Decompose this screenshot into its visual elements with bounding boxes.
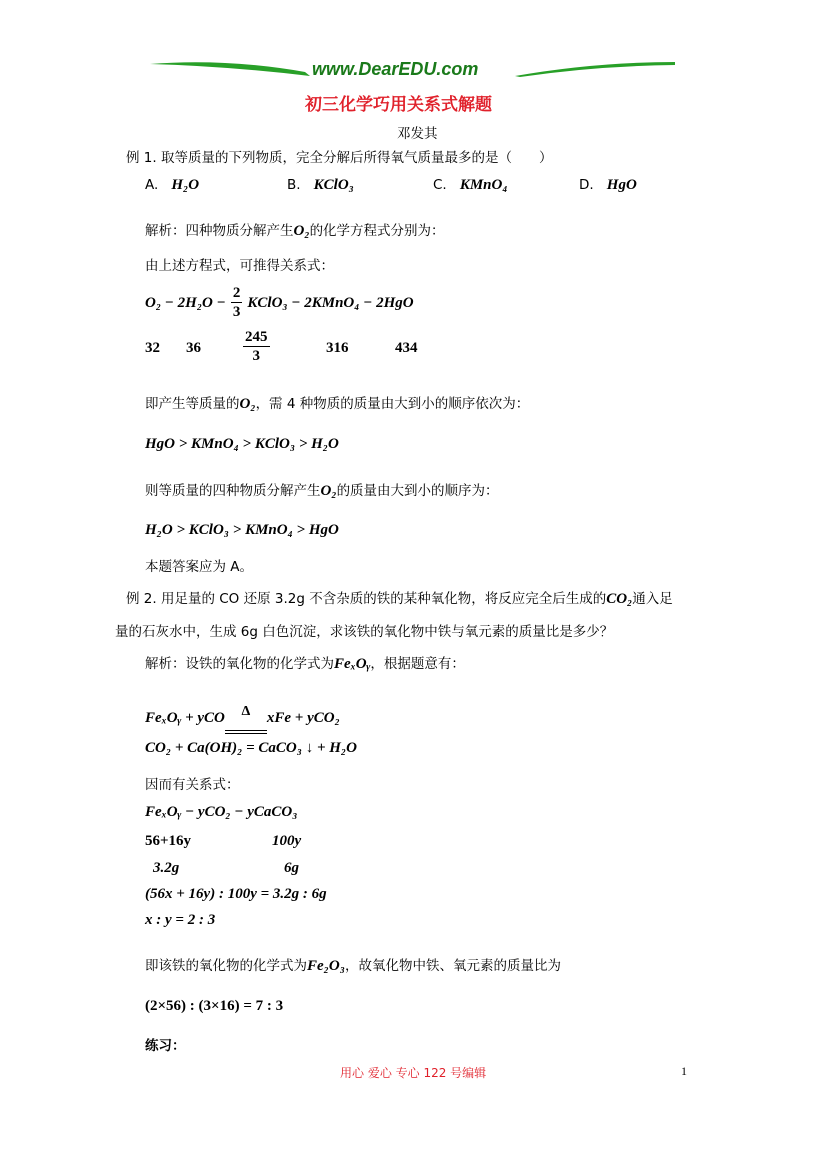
conclusion-text: 即该铁的氧化物的化学式为 xyxy=(145,958,307,974)
ex2-analysis-text: 解析：设铁的氧化物的化学式为 xyxy=(145,656,334,672)
swoosh-left xyxy=(150,62,310,76)
eq1-right: xFe + yCO₂ xyxy=(266,710,340,726)
ex2-ratio: x : y = 2 : 3 xyxy=(145,912,216,928)
ex2-analysis xyxy=(145,652,465,673)
mass-32: 32 xyxy=(145,340,160,356)
page-title: 初三化学巧用关系式解题 xyxy=(305,95,492,115)
analysis-text-end: 的化学方程式分别为： xyxy=(309,223,445,239)
conclusion-text-end: ，故氧化物中铁、氧元素的质量比为 xyxy=(344,958,561,974)
option-d-letter: D. xyxy=(579,177,594,193)
practice-heading: 练习： xyxy=(145,1038,186,1054)
analysis-text: 解析：四种物质分解产生 xyxy=(145,223,294,239)
option-b-formula: KClO₃ xyxy=(313,177,354,193)
ex2-final: (2×56) : (3×16) = 7 : 3 xyxy=(145,998,284,1014)
mass-fraction xyxy=(243,328,270,365)
option-c-letter: C. xyxy=(433,177,447,193)
author: 邓发其 xyxy=(397,126,438,142)
ex2-conclusion xyxy=(145,954,561,975)
mass-fraction-den: 3 xyxy=(252,348,260,364)
option-c-formula: KMnO₄ xyxy=(459,177,508,193)
q-line1-text: 例 2. 用足量的 CO 还原 3.2g 不含杂质的铁的某种氧化物，将反应完全后生成的 xyxy=(126,591,607,607)
analysis-formula: O₂ xyxy=(293,223,310,239)
conclusion-formula: Fe₂O₃ xyxy=(307,958,345,974)
ex2-question-line2: 量的石灰水中，生成 6g 白色沉淀，求该铁的氧化物中铁与氧元素的质量比是多少？ xyxy=(115,624,614,640)
ex1-option-b xyxy=(287,174,354,194)
ex2-thus: 因而有关系式： xyxy=(145,777,240,793)
site-logo-text: www.DearEDU.com xyxy=(312,59,479,79)
ex2-r1b: 100y xyxy=(272,833,302,849)
mass-fraction-num: 245 xyxy=(245,329,268,345)
mass-36: 36 xyxy=(186,340,201,356)
page-number: 1 xyxy=(681,1064,687,1078)
option-a-letter: A. xyxy=(145,177,159,193)
option-b-letter: B. xyxy=(287,177,301,193)
same-mass-text-end: 的质量由大到小的顺序为： xyxy=(336,483,499,499)
same-o2-text-end: ，需 4 种物质的质量由大到小的顺序依次为： xyxy=(255,396,530,412)
ex1-option-d xyxy=(579,174,637,194)
ex1-option-c xyxy=(433,174,508,194)
ex1-order2: H₂O > KClO₃ > KMnO₄ > HgO xyxy=(145,522,339,538)
ex1-order1: HgO > KMnO₄ > KClO₃ > H₂O xyxy=(145,436,339,452)
ex1-same-mass xyxy=(145,479,499,500)
relation-part-b: KClO₃ − 2KMnO₄ − 2HgO xyxy=(247,295,414,311)
q-line1-formula: CO₂ xyxy=(606,591,633,607)
ex2-proportion: (56x + 16y) : 100y = 3.2g : 6g xyxy=(145,886,327,902)
option-d-formula: HgO xyxy=(606,177,637,193)
same-o2-formula: O₂ xyxy=(239,396,256,412)
ex2-equation2: CO₂ + Ca(OH)₂ = CaCO₃ ↓ + H₂O xyxy=(145,740,357,756)
relation-part-a: O₂ − 2H₂O − xyxy=(145,295,226,311)
eq1-left: FeₓOᵧ + yCO xyxy=(145,710,225,726)
ex1-analysis xyxy=(145,219,445,240)
mass-316: 316 xyxy=(326,340,349,356)
ex2-analysis-formula: FeₓOᵧ xyxy=(334,656,371,672)
ex2-r2a: 3.2g xyxy=(153,860,180,876)
footer-text: 用心 爱心 专心 122 号编辑 xyxy=(340,1066,487,1080)
ex2-question-line1 xyxy=(126,587,673,608)
ex1-answer: 本题答案应为 A。 xyxy=(145,559,254,575)
ex1-derive: 由上述方程式，可推得关系式： xyxy=(145,258,334,274)
ex2-r2b: 6g xyxy=(284,860,299,876)
mass-kclo3 xyxy=(243,328,270,365)
q-line1-text-end: 通入足 xyxy=(632,591,673,607)
same-o2-text: 即产生等质量的 xyxy=(145,396,240,412)
ex2-relation: FeₓOᵧ − yCO₂ − yCaCO₃ xyxy=(145,804,298,820)
option-a-formula: H₂O xyxy=(171,177,200,193)
same-mass-text: 则等质量的四种物质分解产生 xyxy=(145,483,321,499)
ex2-equation1 xyxy=(145,704,340,727)
same-mass-formula: O₂ xyxy=(320,483,337,499)
ex2-analysis-text-end: ，根据题意有： xyxy=(370,656,465,672)
swoosh-right xyxy=(515,62,675,77)
relation-fraction xyxy=(231,284,243,321)
fraction-denominator: 3 xyxy=(232,304,241,320)
ex1-option-a xyxy=(145,174,199,194)
ex1-question: 例 1. 取等质量的下列物质，完全分解后所得氧气质量最多的是（ ） xyxy=(126,150,553,166)
ex1-relation xyxy=(145,284,414,321)
mass-434: 434 xyxy=(395,340,418,356)
ex1-same-o2 xyxy=(145,392,529,413)
delta-symbol: Δ xyxy=(241,704,251,719)
ex2-r1a: 56+16y xyxy=(145,833,192,849)
fraction-numerator: 2 xyxy=(232,285,241,301)
